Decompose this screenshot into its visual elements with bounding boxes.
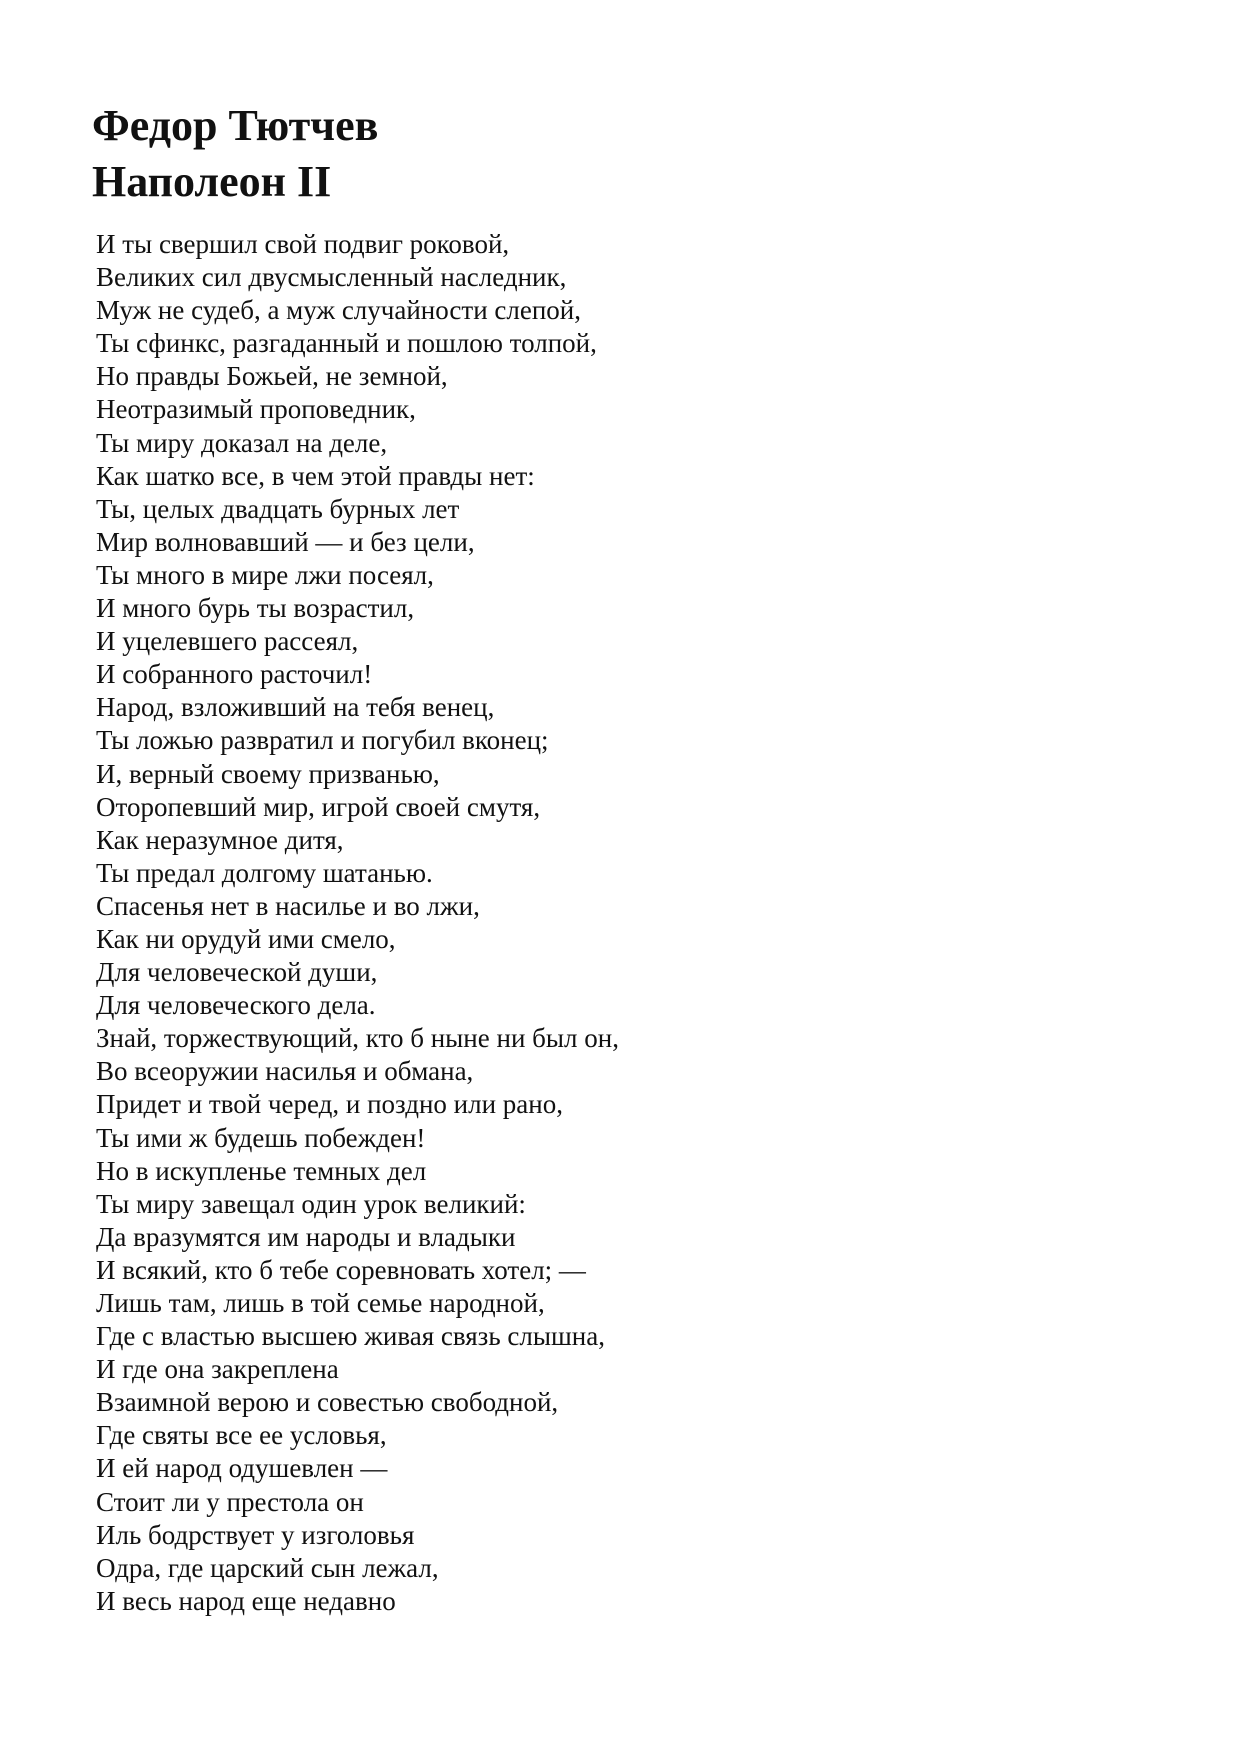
poem-line: И собранного расточил!: [96, 659, 373, 690]
poem-line: Во всеоружии насилья и обмана,: [96, 1056, 474, 1087]
poem-line: Где с властью высшею живая связь слышна,: [96, 1321, 605, 1352]
poem-line: Но в искупленье темных дел: [96, 1155, 427, 1186]
poem-line: И уцелевшего рассеял,: [96, 626, 359, 657]
poem-line: Мир волновавший — и без цели,: [96, 526, 475, 557]
poem-line: И ей народ одушевлен —: [96, 1453, 388, 1484]
poem-line: И много бурь ты возрастил,: [96, 593, 415, 624]
poem-line: Ты предал долгому шатанью.: [96, 857, 433, 888]
poem-line: Придет и твой черед, и поздно или рано,: [96, 1089, 563, 1120]
poem-line: И весь народ еще недавно: [96, 1585, 396, 1616]
poem-line: Взаимной верою и совестью свободной,: [96, 1387, 559, 1418]
poem-line: Неотразимый проповедник,: [96, 394, 416, 425]
poem-line: Для человеческой души,: [96, 957, 378, 988]
page-header: [92, 98, 378, 210]
poem-line: Как неразумное дитя,: [96, 824, 344, 855]
poem-line: Где святы все ее условья,: [96, 1420, 387, 1451]
poem-line: И где она закреплена: [96, 1354, 339, 1385]
poem-line: Ты миру завещал один урок великий:: [96, 1188, 526, 1219]
poem-line: Ты миру доказал на деле,: [96, 427, 388, 458]
poem-line: Ты ими ж будешь побежден!: [96, 1122, 426, 1153]
poem-line: Одра, где царский сын лежал,: [96, 1552, 439, 1583]
author-name: Федор Тютчев: [92, 101, 379, 150]
poem-line: Но правды Божьей, не земной,: [96, 361, 448, 392]
poem-line: Спасенья нет в насилье и во лжи,: [96, 890, 480, 921]
poem-line: Ты много в мире лжи посеял,: [96, 559, 434, 590]
poem-line: И, верный своему призванью,: [96, 758, 440, 789]
poem-line: Иль бодрствует у изголовья: [96, 1519, 415, 1550]
poem-line: Знай, торжествующий, кто б ныне ни был он,: [96, 1023, 619, 1054]
poem-body: [96, 228, 619, 1618]
poem-line: Ты ложью развратил и погубил вконец;: [96, 725, 549, 756]
poem-line: Как ни орудуй ими смело,: [96, 923, 396, 954]
poem-line: Великих сил двусмысленный наследник,: [96, 262, 567, 293]
poem-line: Лишь там, лишь в той семье народной,: [96, 1288, 545, 1318]
poem-line: Для человеческого дела.: [96, 990, 376, 1021]
poem-line: Народ, взложивший на тебя венец,: [96, 692, 495, 723]
poem-line: И всякий, кто б тебе соревновать хотел; —: [96, 1254, 586, 1285]
poem-line: Оторопевший мир, игрой своей смутя,: [96, 791, 541, 822]
poem-title: Наполеон II: [92, 157, 332, 206]
poem-line: Муж не судеб, а муж случайности слепой,: [96, 295, 581, 326]
poem-line: Стоит ли у престола он: [96, 1486, 364, 1517]
poem-line: Да вразумятся им народы и владыки: [96, 1221, 516, 1252]
poem-line: Как шатко все, в чем этой правды нет:: [96, 460, 535, 491]
poem-line: Ты сфинкс, разгаданный и пошлою толпой,: [96, 328, 597, 359]
poem-line: И ты свершил свой подвиг роковой,: [96, 229, 510, 259]
poem-line: Ты, целых двадцать бурных лет: [96, 493, 460, 524]
